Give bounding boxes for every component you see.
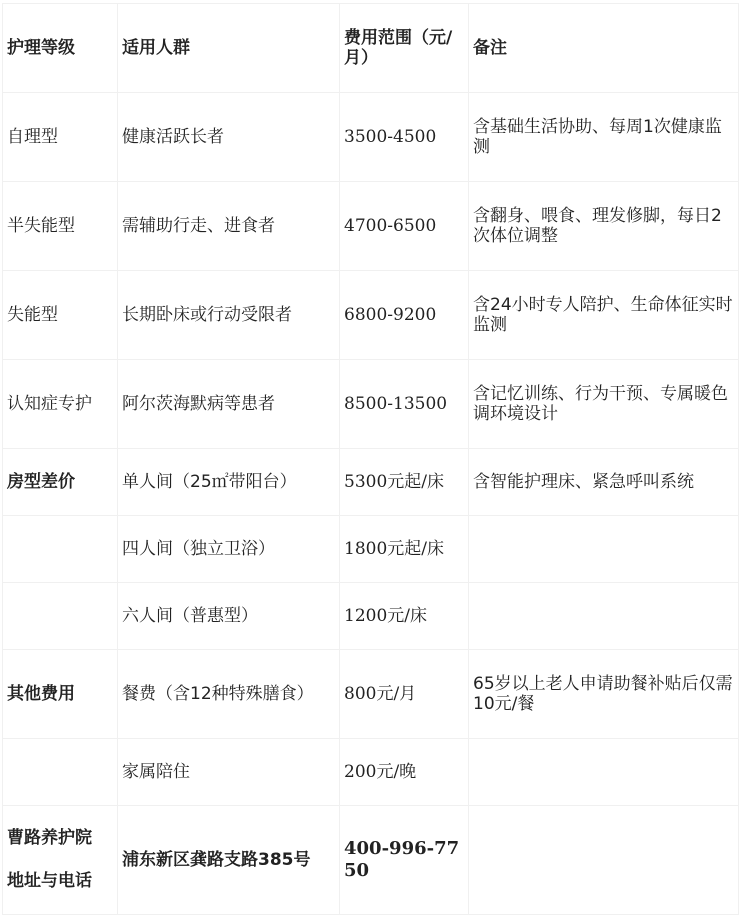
fee-table bbox=[2, 3, 739, 915]
note-cell: 含基础生活协助、每周1次健康监测 bbox=[469, 93, 739, 182]
fee-cell: 1200元/床 bbox=[340, 583, 469, 650]
note-cell: 65岁以上老人申请助餐补贴后仅需10元/餐 bbox=[469, 650, 739, 739]
table-row bbox=[3, 449, 739, 516]
fee-cell: 800元/月 bbox=[340, 650, 469, 739]
group-cell: 阿尔茨海默病等患者 bbox=[118, 360, 340, 449]
header-group: 适用人群 bbox=[118, 4, 340, 93]
header-fee: 费用范围（元/月） bbox=[340, 4, 469, 93]
table-row bbox=[3, 93, 739, 182]
note-cell: 含智能护理床、紧急呼叫系统 bbox=[469, 449, 739, 516]
note-cell: 含翻身、喂食、理发修脚，每日2次体位调整 bbox=[469, 182, 739, 271]
address-cell: 浦东新区龚路支路385号 bbox=[118, 806, 340, 915]
fee-cell: 200元/晚 bbox=[340, 739, 469, 806]
table-row bbox=[3, 583, 739, 650]
group-cell: 家属陪住 bbox=[118, 739, 340, 806]
note-cell: 含记忆训练、行为干预、专属暖色调环境设计 bbox=[469, 360, 739, 449]
level-cell: 半失能型 bbox=[3, 182, 118, 271]
fee-cell: 6800-9200 bbox=[340, 271, 469, 360]
level-cell bbox=[3, 516, 118, 583]
fee-cell: 3500-4500 bbox=[340, 93, 469, 182]
level-cell: 其他费用 bbox=[3, 650, 118, 739]
table-row bbox=[3, 516, 739, 583]
note-cell bbox=[469, 739, 739, 806]
group-cell: 长期卧床或行动受限者 bbox=[118, 271, 340, 360]
table-row bbox=[3, 650, 739, 739]
table-header-row bbox=[3, 4, 739, 93]
level-cell bbox=[3, 739, 118, 806]
footer-row bbox=[3, 806, 739, 915]
note-cell bbox=[469, 583, 739, 650]
header-note: 备注 bbox=[469, 4, 739, 93]
header-level: 护理等级 bbox=[3, 4, 118, 93]
table-row bbox=[3, 182, 739, 271]
group-cell: 单人间（25㎡带阳台） bbox=[118, 449, 340, 516]
phone-cell: 400-996-7750 bbox=[340, 806, 469, 915]
level-cell: 失能型 bbox=[3, 271, 118, 360]
level-cell bbox=[3, 583, 118, 650]
level-cell: 认知症专护 bbox=[3, 360, 118, 449]
institution-name: 曹路养护院 bbox=[7, 828, 92, 848]
group-cell: 健康活跃长者 bbox=[118, 93, 340, 182]
address-phone-label: 地址与电话 bbox=[7, 871, 92, 891]
fee-cell: 8500-13500 bbox=[340, 360, 469, 449]
table-row bbox=[3, 739, 739, 806]
group-cell: 需辅助行走、进食者 bbox=[118, 182, 340, 271]
level-cell: 房型差价 bbox=[3, 449, 118, 516]
fee-cell: 1800元起/床 bbox=[340, 516, 469, 583]
footer-note-cell bbox=[469, 806, 739, 915]
group-cell: 餐费（含12种特殊膳食） bbox=[118, 650, 340, 739]
level-cell: 自理型 bbox=[3, 93, 118, 182]
note-cell bbox=[469, 516, 739, 583]
table-row bbox=[3, 360, 739, 449]
group-cell: 四人间（独立卫浴） bbox=[118, 516, 340, 583]
fee-cell: 5300元起/床 bbox=[340, 449, 469, 516]
fee-cell: 4700-6500 bbox=[340, 182, 469, 271]
group-cell: 六人间（普惠型） bbox=[118, 583, 340, 650]
table-row bbox=[3, 271, 739, 360]
note-cell: 含24小时专人陪护、生命体征实时监测 bbox=[469, 271, 739, 360]
institution-cell bbox=[3, 806, 118, 915]
